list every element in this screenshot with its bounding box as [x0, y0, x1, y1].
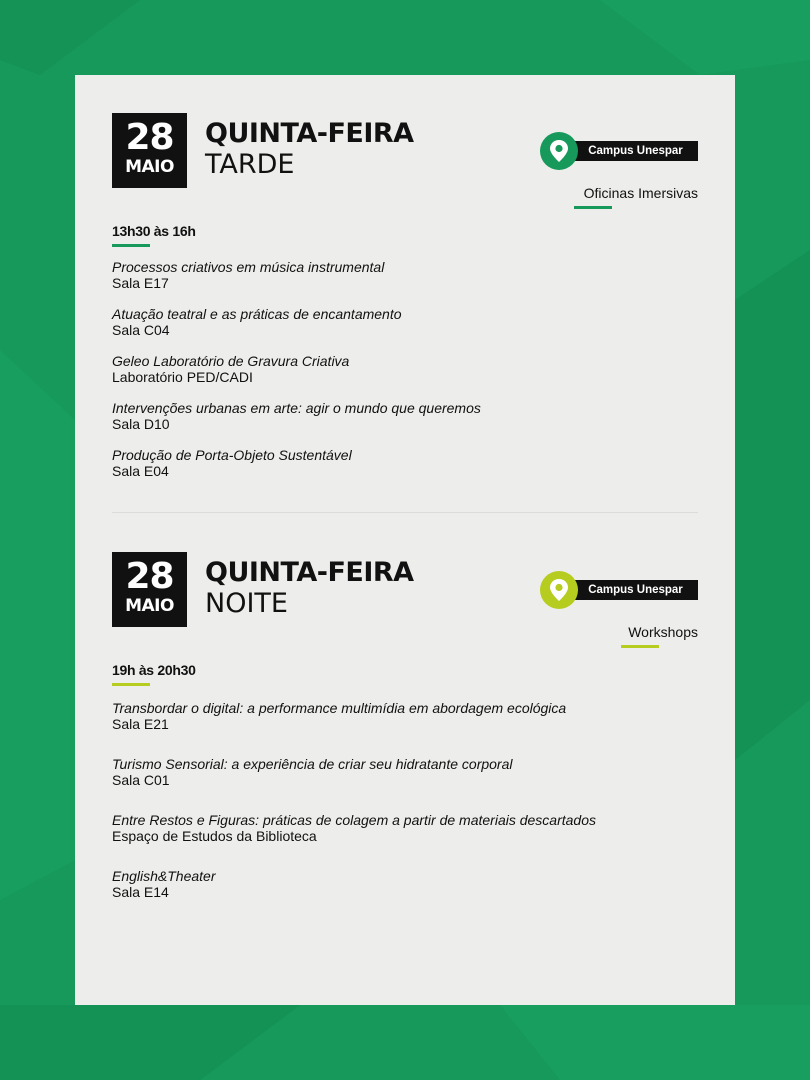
event-list: [112, 259, 698, 479]
location-pin-icon: [540, 571, 578, 609]
event-title: English&Theater: [112, 868, 216, 884]
event-room: Sala E21: [112, 716, 169, 732]
category-underline: [621, 645, 659, 648]
event-item: [112, 812, 698, 844]
event-item: [112, 400, 698, 432]
timeslot: 13h30 às 16h: [112, 223, 196, 239]
date-month: MAIO: [125, 596, 174, 616]
event-room: Sala E17: [112, 275, 169, 291]
event-room: Sala D10: [112, 416, 170, 432]
event-item: [112, 447, 698, 479]
date-day: 28: [125, 556, 174, 597]
timeslot-underline: [112, 683, 150, 686]
date-day: 28: [125, 117, 174, 158]
category-underline: [574, 206, 612, 209]
event-title: Transbordar o digital: a performance multimídia em abordagem ecológica: [112, 700, 567, 716]
weekday-title: QUINTA-FEIRA: [205, 557, 414, 588]
event-item: [112, 259, 698, 291]
event-room: Sala E04: [112, 463, 169, 479]
event-title: Intervenções urbanas em arte: agir o mundo que queremos: [112, 400, 481, 416]
weekday-title: QUINTA-FEIRA: [205, 118, 414, 149]
event-room: Espaço de Estudos da Biblioteca: [112, 828, 317, 844]
event-room: Sala E14: [112, 884, 169, 900]
schedule-card: [75, 75, 735, 1005]
event-title: Processos criativos em música instrumental: [112, 259, 385, 275]
event-room: Sala C01: [112, 772, 170, 788]
section-divider: [112, 512, 698, 513]
campus-badge: [540, 571, 698, 609]
timeslot: 19h às 20h30: [112, 662, 196, 678]
event-item: [112, 306, 698, 338]
event-room: Laboratório PED/CADI: [112, 369, 253, 385]
event-title: Turismo Sensorial: a experiência de criar seu hidratante corporal: [112, 756, 513, 772]
period-title: NOITE: [205, 588, 288, 619]
location-pin-icon: [540, 132, 578, 170]
category-label: Workshops: [628, 624, 698, 640]
campus-badge: [540, 132, 698, 170]
event-item: [112, 700, 698, 732]
event-room: Sala C04: [112, 322, 170, 338]
category-label: Oficinas Imersivas: [583, 185, 698, 201]
event-item: [112, 353, 698, 385]
event-item: [112, 756, 698, 788]
date-badge: [112, 552, 187, 627]
event-title: Produção de Porta-Objeto Sustentável: [112, 447, 352, 463]
campus-label: Campus Unespar: [573, 141, 698, 161]
period-title: TARDE: [205, 149, 295, 180]
event-title: Entre Restos e Figuras: práticas de colagem a partir de materiais descartados: [112, 812, 597, 828]
event-list: [112, 700, 698, 900]
date-badge: [112, 113, 187, 188]
campus-label: Campus Unespar: [573, 580, 698, 600]
event-title: Geleo Laboratório de Gravura Criativa: [112, 353, 350, 369]
event-title: Atuação teatral e as práticas de encantamento: [112, 306, 402, 322]
event-item: [112, 868, 698, 900]
timeslot-underline: [112, 244, 150, 247]
date-month: MAIO: [125, 157, 174, 177]
